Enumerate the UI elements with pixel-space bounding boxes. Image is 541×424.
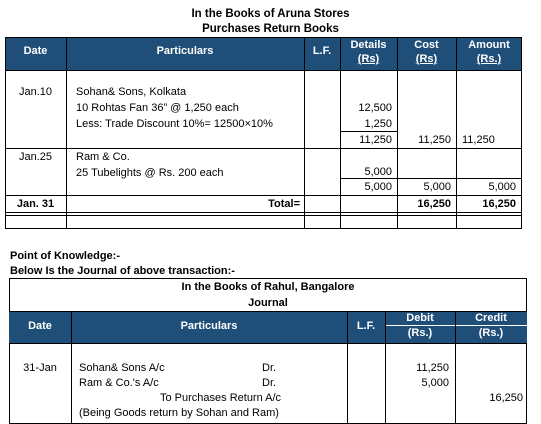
header-amount-unit: (Rs.) — [456, 53, 522, 65]
row2-line2: 25 Tubelights @ Rs. 200 each — [76, 167, 224, 179]
journal-header-credit-unit: (Rs.) — [455, 327, 527, 339]
point-of-knowledge: Point of Knowledge:- — [10, 250, 120, 262]
journal-entry-debit2: 5,000 — [421, 377, 449, 389]
total-date: Jan. 31 — [16, 198, 55, 210]
header-details: Details — [340, 39, 397, 51]
journal-entry-line4: (Being Goods return by Sohan and Ram) — [79, 407, 279, 419]
row2-cost: 5,000 — [423, 181, 451, 193]
row2-date: Jan.25 — [18, 151, 53, 163]
header-particulars: Particulars — [66, 45, 304, 57]
header-cost: Cost — [397, 39, 456, 51]
row1-detail2: 1,250 — [364, 118, 392, 130]
journal-header-debit-unit: (Rs.) — [385, 327, 455, 339]
total-cost: 16,250 — [417, 198, 451, 210]
journal-entry-debit1: 11,250 — [416, 362, 449, 374]
row1-detail1: 12,500 — [358, 102, 392, 114]
journal-intro: Below Is the Journal of above transaction:- — [10, 265, 235, 277]
row2-amount: 5,000 — [488, 181, 516, 193]
total-label: Total= — [268, 198, 300, 210]
header-lf: L.F. — [304, 45, 340, 57]
header-cost-unit: (Rs) — [397, 53, 456, 65]
journal-title: Journal — [248, 297, 288, 309]
journal-header-date: Date — [9, 320, 71, 332]
row1-amount: 11,250 — [462, 134, 495, 146]
journal-entry-line3: To Purchases Return A/c — [160, 392, 282, 404]
book-subtitle: Purchases Return Books — [202, 23, 339, 35]
journal-entry-line1-dr: Dr. — [262, 362, 277, 374]
journal-header-particulars: Particulars — [71, 320, 347, 332]
journal-entry-credit: 16,250 — [489, 392, 523, 404]
row1-detail3: 11,250 — [359, 134, 392, 146]
journal-header-debit: Debit — [385, 312, 455, 324]
total-amount: 16,250 — [482, 198, 516, 210]
row2-line1: Ram & Co. — [76, 151, 130, 163]
row2-detail2: 5,000 — [364, 181, 392, 193]
header-amount: Amount — [456, 39, 522, 51]
row1-line2: 10 Rohtas Fan 36” @ 1,250 each — [76, 102, 239, 114]
journal-header-lf: L.F. — [347, 320, 385, 332]
row1-date: Jan.10 — [18, 86, 53, 98]
row1-cost: 11,250 — [418, 134, 451, 146]
journal-book-title: In the Books of Rahul, Bangalore — [181, 281, 355, 293]
header-date: Date — [5, 45, 66, 57]
header-details-unit: (Rs) — [340, 53, 397, 65]
row1-line3: Less: Trade Discount 10%= 12500×10% — [76, 118, 273, 130]
journal-entry-line2: Ram & Co.'s A/c — [79, 377, 159, 389]
journal-header-credit: Credit — [455, 312, 527, 324]
journal-entry-line2-dr: Dr. — [262, 377, 277, 389]
journal-entry-date: 31-Jan — [23, 362, 57, 374]
row2-detail1: 5,000 — [364, 166, 392, 178]
row1-line1: Sohan& Sons, Kolkata — [76, 86, 187, 98]
journal-entry-line1: Sohan& Sons A/c — [79, 362, 165, 374]
book-title: In the Books of Aruna Stores — [191, 8, 350, 20]
